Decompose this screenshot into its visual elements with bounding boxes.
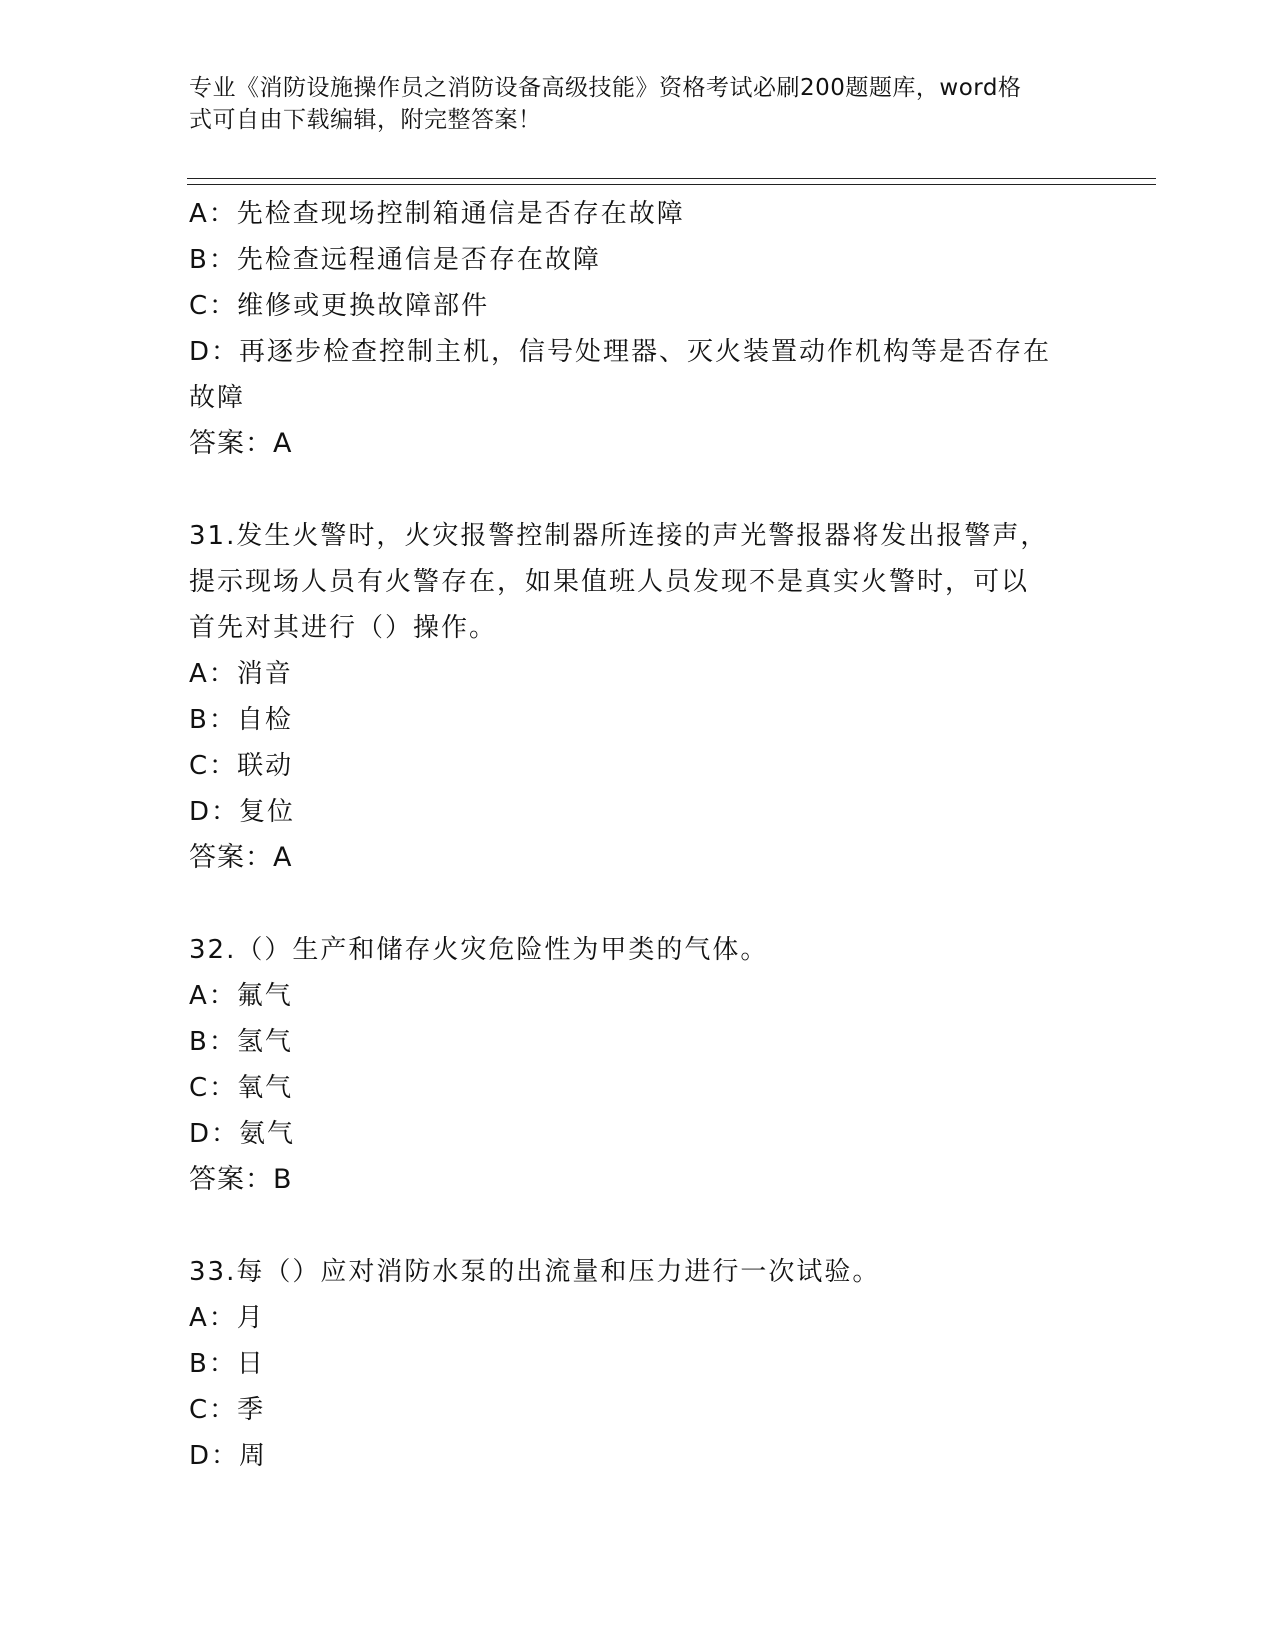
header-line-1: 专业《消防设施操作员之消防设备高级技能》资格考试必刷200题题库，word格	[189, 75, 1022, 101]
question-text: 32.（）生产和储存火灾危险性为甲类的气体。	[189, 935, 769, 965]
option-a: A：消音	[189, 659, 293, 689]
question-32	[189, 927, 1089, 1203]
header-line-2: 式可自由下载编辑，附完整答案！	[189, 107, 542, 133]
option-a: A：月	[189, 1303, 265, 1333]
answer: 答案：A	[189, 428, 293, 459]
option-b: B：自检	[189, 705, 293, 735]
option-c: C：维修或更换故障部件	[189, 291, 490, 321]
question-text: 31.发生火警时，火灾报警控制器所连接的声光警报器将发出报警声，	[189, 521, 1049, 551]
option-b: B：先检查远程通信是否存在故障	[189, 245, 601, 275]
question-30-tail	[189, 191, 1089, 467]
option-c: C：季	[189, 1395, 266, 1425]
question-text-continued: 首先对其进行（）操作。	[189, 613, 498, 643]
question-31	[189, 513, 1089, 881]
question-33	[189, 1249, 1089, 1479]
option-a: A：先检查现场控制箱通信是否存在故障	[189, 199, 685, 229]
question-text: 33.每（）应对消防水泵的出流量和压力进行一次试验。	[189, 1257, 881, 1287]
document-header	[189, 72, 1089, 136]
option-c: C：联动	[189, 751, 294, 781]
option-b: B：日	[189, 1349, 265, 1379]
option-d: D：氨气	[189, 1119, 296, 1149]
option-a: A：氟气	[189, 981, 293, 1011]
question-list	[189, 191, 1089, 1479]
option-d: D：周	[189, 1441, 268, 1471]
option-c: C：氧气	[189, 1073, 294, 1103]
answer: 答案：B	[189, 1164, 293, 1195]
option-d: D：再逐步检查控制主机，信号处理器、灭火装置动作机构等是否存在	[189, 337, 1052, 367]
header-divider-top	[187, 178, 1156, 179]
option-b: B：氢气	[189, 1027, 293, 1057]
option-d: D：复位	[189, 797, 296, 827]
answer: 答案：A	[189, 842, 293, 873]
option-d-continued: 故障	[189, 383, 246, 413]
header-divider-bottom	[187, 184, 1156, 185]
question-text-continued: 提示现场人员有火警存在，如果值班人员发现不是真实火警时，可以	[189, 567, 1030, 597]
